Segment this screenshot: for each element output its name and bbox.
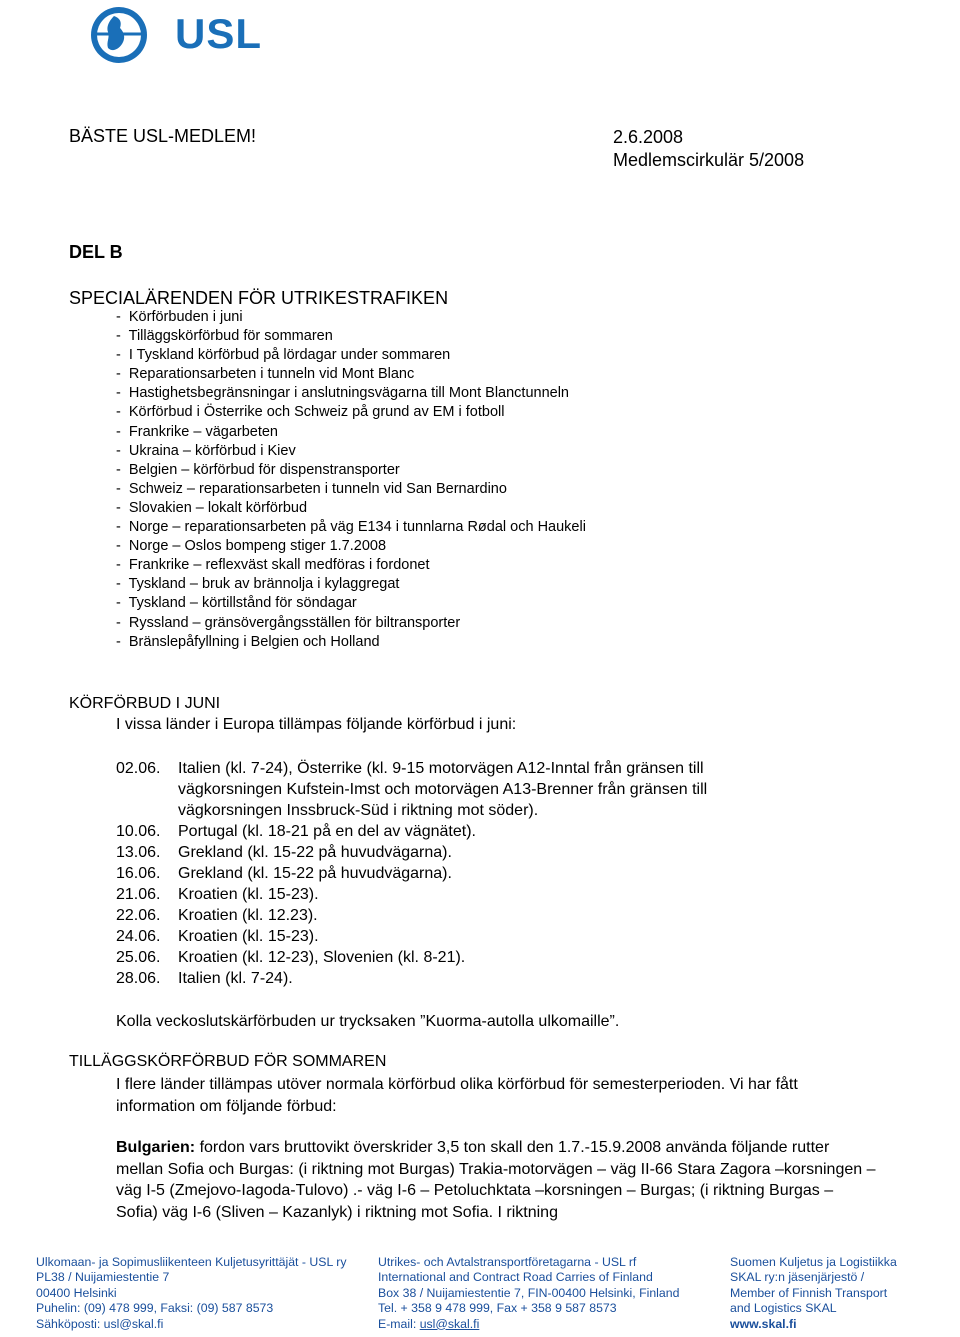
footer-line: Box 38 / Nuijamiestentie 7, FIN-00400 Helsinki, Finland bbox=[378, 1285, 680, 1300]
list-item: - Slovakien – lokalt körförbud bbox=[116, 499, 586, 518]
finland-map-icon bbox=[84, 4, 174, 66]
date-cell: 21.06. bbox=[116, 886, 161, 903]
logo-text: USL bbox=[175, 10, 262, 57]
restriction-cell: Kroatien (kl. 12.23). bbox=[178, 907, 318, 924]
table-row bbox=[116, 863, 788, 884]
list-item: - Ryssland – gränsövergångsställen för biltransporter bbox=[116, 614, 586, 633]
list-item: - Körförbuden i juni bbox=[116, 308, 586, 327]
footer-line: SKAL ry:n jäsenjärjestö / bbox=[730, 1270, 865, 1285]
restriction-cell: Kroatien (kl. 12-23), Slovenien (kl. 8-21). bbox=[178, 949, 466, 966]
restriction-cell: Kroatien (kl. 15-23). bbox=[178, 886, 319, 903]
footer-email-line bbox=[378, 1317, 679, 1332]
footer-line: Suomen Kuljetus ja Logistiikka bbox=[730, 1255, 897, 1269]
date-cell: 10.06. bbox=[116, 823, 161, 840]
footer-line: Utrikes- och Avtalstransportföretagarna - USL rf bbox=[378, 1255, 637, 1269]
list-item: - Frankrike – reflexväst skall medföras i fordonet bbox=[116, 556, 586, 575]
restriction-cell: Italien (kl. 7-24). bbox=[178, 970, 293, 987]
list-item: - Belgien – körförbud för dispenstransporter bbox=[116, 461, 586, 480]
table-row bbox=[116, 947, 788, 968]
table-row bbox=[116, 842, 788, 863]
footer-line: and Logistics SKAL bbox=[730, 1301, 837, 1316]
table-row bbox=[116, 905, 788, 926]
restriction-cell: Grekland (kl. 15-22 på huvudvägarna). bbox=[178, 844, 452, 861]
date-text: 2.6.2008 bbox=[613, 127, 684, 147]
list-item: - Bränslepåfyllning i Belgien och Holland bbox=[116, 633, 586, 652]
footer-line: Sähköposti: usl@skal.fi bbox=[36, 1316, 164, 1331]
date-cell: 13.06. bbox=[116, 844, 161, 861]
footer-usl-swedish bbox=[378, 1255, 679, 1332]
june-heading: KÖRFÖRBUD I JUNI bbox=[69, 695, 221, 712]
footer-line: Puhelin: (09) 478 999, Faksi: (09) 587 8573 bbox=[36, 1301, 274, 1316]
june-intro: I vissa länder i Europa tillämpas följande körförbud i juni: bbox=[116, 716, 517, 733]
date-cell: 02.06. bbox=[116, 760, 161, 777]
topic-list bbox=[116, 308, 586, 652]
restriction-cell: Portugal (kl. 18-21 på en del av vägnätet). bbox=[178, 823, 476, 840]
list-item: - Tilläggskörförbud för sommaren bbox=[116, 327, 586, 346]
footer-line: 00400 Helsinki bbox=[36, 1285, 117, 1300]
list-item: - I Tyskland körförbud på lördagar under sommaren bbox=[116, 346, 586, 365]
list-item: - Frankrike – vägarbeten bbox=[116, 423, 586, 442]
restriction-cell: Italien (kl. 7-24), Österrike (kl. 9-15 motorvägen A12-Inntal från gränsen till vägkorsningen Kufstein-Imst och motorvägen A13-Brenner från gränsen till vägkorsningen Inssbruck-Süd i riktning mot söder). bbox=[178, 760, 708, 819]
june-note: Kolla veckoslutskärförbuden ur trycksaken ”Kuorma-autolla ulkomaille”. bbox=[116, 1013, 620, 1030]
list-item: - Schweiz – reparationsarbeten i tunneln vid San Bernardino bbox=[116, 480, 586, 499]
bulgaria-paragraph bbox=[116, 1137, 876, 1223]
footer-line: Ulkomaan- ja Sopimusliikenteen Kuljetusyrittäjät - USL ry bbox=[36, 1255, 347, 1269]
date-cell: 25.06. bbox=[116, 949, 161, 966]
list-item: - Hastighetsbegränsningar i anslutningsvägarna till Mont Blanctunneln bbox=[116, 384, 586, 403]
footer-usl-finnish bbox=[36, 1255, 347, 1332]
bulgaria-text: fordon vars bruttovikt överskrider 3,5 ton skall den 1.7.-15.9.2008 använda följande rutter mellan Sofia och Burgas: (i riktning mot Burgas) Trakia-motorvägen – väg II-66 Stara Zagora –korsningen – väg I-5 (Zmejovo-Iagoda-Tulovo) .- väg I-6 – Petoluchktata –korsningen – Burgas; (i riktning Burgas – Sofia) väg I-6 (Sliven – Kazanlyk) i riktning mot Sofia. I riktning bbox=[116, 1139, 876, 1221]
website-link[interactable]: www.skal.fi bbox=[730, 1316, 797, 1331]
date-cell: 16.06. bbox=[116, 865, 161, 882]
table-row bbox=[116, 884, 788, 905]
special-title: SPECIALÄRENDEN FÖR UTRIKESTRAFIKEN bbox=[69, 288, 449, 308]
email-link[interactable]: usl@skal.fi bbox=[419, 1316, 480, 1331]
footer-line: International and Contract Road Carries of Finland bbox=[378, 1270, 653, 1285]
circular-date bbox=[613, 126, 804, 172]
date-cell: 28.06. bbox=[116, 970, 161, 987]
bulgaria-label: Bulgarien: bbox=[116, 1139, 196, 1156]
email-label: E-mail: bbox=[378, 1316, 420, 1331]
list-item: - Körförbud i Österrike och Schweiz på grund av EM i fotboll bbox=[116, 403, 586, 422]
table-row bbox=[116, 821, 788, 842]
table-row bbox=[116, 926, 788, 947]
footer-skal bbox=[730, 1255, 897, 1332]
summer-intro: I flere länder tillämpas utöver normala körförbud olika körförbud för semesterperioden. Vi har fått information om följande förbud: bbox=[116, 1076, 798, 1115]
footer-line: Tel. + 358 9 478 999, Fax + 358 9 587 8573 bbox=[378, 1301, 617, 1316]
part-heading: DEL B bbox=[69, 242, 123, 262]
restriction-cell: Kroatien (kl. 15-23). bbox=[178, 928, 319, 945]
list-item: - Tyskland – körtillstånd för söndagar bbox=[116, 594, 586, 613]
footer-line: Member of Finnish Transport bbox=[730, 1285, 888, 1300]
greeting: BÄSTE USL-MEDLEM! bbox=[69, 126, 257, 146]
restriction-cell: Grekland (kl. 15-22 på huvudvägarna). bbox=[178, 865, 452, 882]
list-item: - Norge – reparationsarbeten på väg E134 i tunnlarna Rødal och Haukeli bbox=[116, 518, 586, 537]
list-item: - Tyskland – bruk av brännolja i kylaggregat bbox=[116, 575, 586, 594]
list-item: - Ukraina – körförbud i Kiev bbox=[116, 442, 586, 461]
summer-heading: TILLÄGGSKÖRFÖRBUD FÖR SOMMAREN bbox=[69, 1053, 387, 1070]
footer-line: PL38 / Nuijamiestentie 7 bbox=[36, 1270, 170, 1285]
date-cell: 22.06. bbox=[116, 907, 161, 924]
circular-number: Medlemscirkulär 5/2008 bbox=[613, 150, 805, 170]
date-cell: 24.06. bbox=[116, 928, 161, 945]
list-item: - Reparationsarbeten i tunneln vid Mont Blanc bbox=[116, 365, 586, 384]
list-item: - Norge – Oslos bompeng stiger 1.7.2008 bbox=[116, 537, 586, 556]
table-row bbox=[116, 758, 788, 821]
table-row bbox=[116, 968, 788, 989]
june-date-table bbox=[116, 758, 788, 989]
